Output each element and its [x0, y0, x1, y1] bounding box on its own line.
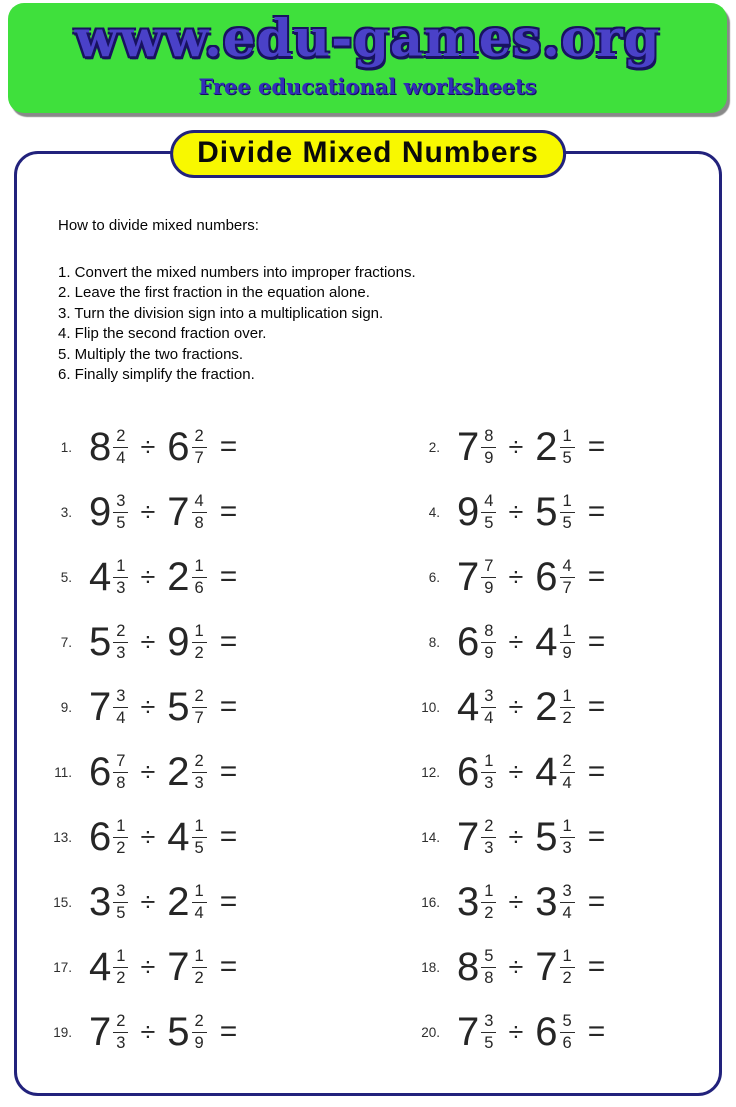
- divide-icon: ÷: [508, 821, 524, 852]
- divisor-fraction: [192, 687, 207, 727]
- divisor-denominator: 9: [194, 1033, 204, 1052]
- problem-expression: [89, 882, 237, 922]
- divisor-fraction: [192, 492, 207, 532]
- divisor-whole: 6: [167, 425, 189, 469]
- divide-icon: ÷: [140, 756, 156, 787]
- divisor-whole: 3: [535, 880, 557, 924]
- problem-expression: [89, 752, 237, 792]
- equals-sign: =: [587, 560, 606, 593]
- divisor-numerator: 2: [560, 752, 575, 772]
- divisor-whole: 2: [167, 750, 189, 794]
- dividend-numerator: 1: [481, 752, 496, 772]
- dividend-numerator: 2: [113, 622, 128, 642]
- equals-sign: =: [219, 430, 238, 463]
- dividend-whole: 4: [89, 555, 111, 599]
- divisor-numerator: 1: [560, 427, 575, 447]
- divisor-whole: 6: [535, 555, 557, 599]
- dividend-denominator: 8: [116, 773, 126, 792]
- dividend-fraction: [113, 752, 128, 792]
- divisor-denominator: 5: [562, 448, 572, 467]
- dividend-fraction: [481, 882, 496, 922]
- problem-expression: [457, 1012, 605, 1052]
- instruction-step: 3. Turn the division sign into a multiplication sign.: [58, 304, 384, 322]
- problem: [38, 610, 406, 675]
- equals-sign: =: [587, 950, 606, 983]
- divisor-denominator: 7: [194, 708, 204, 727]
- problem: [406, 480, 719, 545]
- divisor-fraction: [192, 427, 207, 467]
- instruction-step: 2. Leave the first fraction in the equation alone.: [58, 284, 370, 301]
- dividend-whole: 4: [457, 685, 479, 729]
- dividend-fraction: [481, 1012, 496, 1052]
- divisor-numerator: 1: [560, 492, 575, 512]
- dividend-denominator: 5: [484, 513, 494, 532]
- divisor-denominator: 3: [562, 838, 572, 857]
- divisor-numerator: 2: [192, 427, 207, 447]
- equals-sign: =: [219, 755, 238, 788]
- equals-sign: =: [587, 690, 606, 723]
- problem-number: 16.: [421, 894, 440, 910]
- problem-number: 18.: [421, 959, 440, 975]
- problem: [38, 740, 406, 805]
- problem: [38, 805, 406, 870]
- problem-number: 8.: [428, 634, 440, 650]
- dividend-numerator: 1: [113, 817, 128, 837]
- divide-icon: ÷: [140, 561, 156, 592]
- dividend-numerator: 4: [481, 492, 496, 512]
- divisor-whole: 4: [535, 750, 557, 794]
- divisor-denominator: 2: [562, 708, 572, 727]
- divisor-fraction: [560, 817, 575, 857]
- dividend-denominator: 3: [116, 1033, 126, 1052]
- instruction-step: 4. Flip the second fraction over.: [58, 325, 267, 342]
- divisor-fraction: [560, 947, 575, 987]
- divisor-denominator: 7: [194, 448, 204, 467]
- divisor-numerator: 4: [560, 557, 575, 577]
- dividend-fraction: [113, 882, 128, 922]
- problem: [38, 415, 406, 480]
- divisor-numerator: 1: [192, 622, 207, 642]
- equals-sign: =: [219, 690, 238, 723]
- problem-expression: [89, 687, 237, 727]
- problem-number: 11.: [54, 764, 72, 780]
- equals-sign: =: [587, 1015, 606, 1048]
- divisor-whole: 2: [167, 555, 189, 599]
- problems-grid: [17, 415, 719, 1065]
- dividend-whole: 5: [89, 620, 111, 664]
- divisor-denominator: 9: [562, 643, 572, 662]
- divide-icon: ÷: [140, 1016, 156, 1047]
- problem: [406, 805, 719, 870]
- divisor-whole: 2: [535, 685, 557, 729]
- equals-sign: =: [219, 495, 238, 528]
- divisor-numerator: 1: [192, 947, 207, 967]
- problem-number: 5.: [60, 569, 72, 585]
- problem-number: 15.: [53, 894, 72, 910]
- dividend-whole: 3: [457, 880, 479, 924]
- dividend-whole: 7: [457, 1010, 479, 1054]
- problem: [38, 480, 406, 545]
- dividend-whole: 7: [89, 1010, 111, 1054]
- dividend-numerator: 1: [113, 557, 128, 577]
- divisor-fraction: [192, 947, 207, 987]
- problem: [38, 675, 406, 740]
- problem: [406, 675, 719, 740]
- dividend-numerator: 8: [481, 427, 496, 447]
- divide-icon: ÷: [508, 1016, 524, 1047]
- dividend-numerator: 3: [113, 687, 128, 707]
- dividend-denominator: 8: [484, 968, 494, 987]
- dividend-fraction: [481, 557, 496, 597]
- divide-icon: ÷: [508, 756, 524, 787]
- divisor-numerator: 1: [192, 882, 207, 902]
- instructions-heading: How to divide mixed numbers:: [58, 217, 259, 234]
- divisor-fraction: [560, 557, 575, 597]
- dividend-fraction: [481, 492, 496, 532]
- equals-sign: =: [219, 820, 238, 853]
- dividend-fraction: [481, 817, 496, 857]
- divisor-denominator: 3: [194, 773, 204, 792]
- divisor-denominator: 4: [562, 903, 572, 922]
- dividend-whole: 8: [89, 425, 111, 469]
- divisor-fraction: [192, 1012, 207, 1052]
- dividend-denominator: 3: [116, 643, 126, 662]
- problem-expression: [457, 947, 605, 987]
- divisor-fraction: [560, 492, 575, 532]
- dividend-numerator: 7: [481, 557, 496, 577]
- problem: [406, 935, 719, 1000]
- divisor-whole: 7: [167, 490, 189, 534]
- instruction-step: 1. Convert the mixed numbers into improper fractions.: [58, 263, 416, 281]
- problem-number: 19.: [53, 1024, 72, 1040]
- site-banner: [8, 3, 727, 113]
- divisor-numerator: 1: [192, 557, 207, 577]
- dividend-fraction: [113, 817, 128, 857]
- worksheet-title-badge: [170, 130, 566, 178]
- problem: [38, 935, 406, 1000]
- dividend-fraction: [481, 687, 496, 727]
- divisor-denominator: 4: [562, 773, 572, 792]
- dividend-whole: 6: [89, 815, 111, 859]
- dividend-denominator: 4: [484, 708, 494, 727]
- divisor-numerator: 1: [192, 817, 207, 837]
- divisor-denominator: 7: [562, 578, 572, 597]
- problem: [38, 1000, 406, 1065]
- divide-icon: ÷: [140, 626, 156, 657]
- dividend-denominator: 5: [484, 1033, 494, 1052]
- divisor-fraction: [560, 882, 575, 922]
- problem: [406, 870, 719, 935]
- equals-sign: =: [219, 560, 238, 593]
- dividend-fraction: [113, 1012, 128, 1052]
- problem-number: 9.: [60, 699, 72, 715]
- dividend-whole: 7: [457, 425, 479, 469]
- dividend-fraction: [481, 622, 496, 662]
- divide-icon: ÷: [140, 821, 156, 852]
- problem-number: 17.: [53, 959, 72, 975]
- divisor-whole: 4: [167, 815, 189, 859]
- divisor-fraction: [560, 1012, 575, 1052]
- equals-sign: =: [219, 885, 238, 918]
- dividend-numerator: 1: [481, 882, 496, 902]
- divisor-fraction: [192, 817, 207, 857]
- divide-icon: ÷: [508, 951, 524, 982]
- dividend-numerator: 3: [113, 492, 128, 512]
- divide-icon: ÷: [508, 561, 524, 592]
- problem-expression: [457, 492, 605, 532]
- divisor-numerator: 1: [560, 622, 575, 642]
- problem-number: 2.: [428, 439, 440, 455]
- dividend-whole: 7: [457, 555, 479, 599]
- problem-expression: [89, 492, 237, 532]
- divisor-whole: 5: [167, 685, 189, 729]
- site-title: www.edu-games.org: [74, 9, 661, 69]
- dividend-fraction: [113, 492, 128, 532]
- problem-expression: [89, 622, 237, 662]
- divisor-fraction: [192, 752, 207, 792]
- dividend-whole: 6: [457, 620, 479, 664]
- problem-expression: [89, 557, 237, 597]
- problem-expression: [89, 1012, 237, 1052]
- dividend-numerator: 3: [481, 687, 496, 707]
- problem-expression: [457, 752, 605, 792]
- divisor-fraction: [192, 622, 207, 662]
- divisor-fraction: [192, 882, 207, 922]
- equals-sign: =: [587, 625, 606, 658]
- equals-sign: =: [219, 625, 238, 658]
- problem: [406, 545, 719, 610]
- divisor-denominator: 2: [194, 643, 204, 662]
- divide-icon: ÷: [140, 951, 156, 982]
- dividend-fraction: [481, 427, 496, 467]
- divisor-denominator: 8: [194, 513, 204, 532]
- equals-sign: =: [587, 755, 606, 788]
- dividend-denominator: 3: [116, 578, 126, 597]
- divisor-denominator: 6: [562, 1033, 572, 1052]
- dividend-fraction: [113, 427, 128, 467]
- dividend-fraction: [481, 752, 496, 792]
- divisor-fraction: [560, 622, 575, 662]
- divisor-denominator: 5: [562, 513, 572, 532]
- divisor-whole: 2: [167, 880, 189, 924]
- divisor-denominator: 4: [194, 903, 204, 922]
- divisor-whole: 5: [535, 490, 557, 534]
- dividend-numerator: 2: [481, 817, 496, 837]
- divide-icon: ÷: [508, 496, 524, 527]
- dividend-denominator: 9: [484, 578, 494, 597]
- dividend-whole: 4: [89, 945, 111, 989]
- divisor-numerator: 2: [192, 752, 207, 772]
- divisor-whole: 4: [535, 620, 557, 664]
- worksheet-box: [14, 136, 722, 1096]
- dividend-numerator: 3: [113, 882, 128, 902]
- problem-expression: [89, 947, 237, 987]
- dividend-denominator: 3: [484, 773, 494, 792]
- problem-number: 10.: [421, 699, 440, 715]
- dividend-denominator: 2: [116, 968, 126, 987]
- divisor-whole: 5: [167, 1010, 189, 1054]
- dividend-fraction: [113, 622, 128, 662]
- problem: [38, 870, 406, 935]
- equals-sign: =: [219, 1015, 238, 1048]
- dividend-fraction: [481, 947, 496, 987]
- divisor-numerator: 3: [560, 882, 575, 902]
- divide-icon: ÷: [140, 496, 156, 527]
- divisor-fraction: [560, 427, 575, 467]
- dividend-denominator: 4: [116, 708, 126, 727]
- dividend-denominator: 4: [116, 448, 126, 467]
- divide-icon: ÷: [140, 691, 156, 722]
- dividend-denominator: 2: [484, 903, 494, 922]
- divide-icon: ÷: [508, 626, 524, 657]
- problem-expression: [457, 622, 605, 662]
- divisor-fraction: [560, 752, 575, 792]
- dividend-whole: 7: [457, 815, 479, 859]
- divisor-whole: 7: [535, 945, 557, 989]
- problem-number: 1.: [60, 439, 72, 455]
- problem-expression: [457, 687, 605, 727]
- dividend-fraction: [113, 557, 128, 597]
- dividend-denominator: 3: [484, 838, 494, 857]
- problem-expression: [457, 427, 605, 467]
- divisor-numerator: 4: [192, 492, 207, 512]
- divisor-numerator: 1: [560, 817, 575, 837]
- divide-icon: ÷: [140, 886, 156, 917]
- divide-icon: ÷: [508, 886, 524, 917]
- problem-number: 12.: [421, 764, 440, 780]
- dividend-whole: 9: [457, 490, 479, 534]
- divide-icon: ÷: [508, 431, 524, 462]
- divisor-whole: 5: [535, 815, 557, 859]
- divisor-numerator: 5: [560, 1012, 575, 1032]
- divisor-denominator: 6: [194, 578, 204, 597]
- divide-icon: ÷: [140, 431, 156, 462]
- instruction-step: 6. Finally simplify the fraction.: [58, 366, 255, 383]
- equals-sign: =: [587, 495, 606, 528]
- dividend-numerator: 2: [113, 427, 128, 447]
- dividend-whole: 6: [89, 750, 111, 794]
- problem-number: 14.: [421, 829, 440, 845]
- dividend-numerator: 1: [113, 947, 128, 967]
- dividend-denominator: 2: [116, 838, 126, 857]
- dividend-numerator: 7: [113, 752, 128, 772]
- equals-sign: =: [219, 950, 238, 983]
- problem: [406, 610, 719, 675]
- divisor-numerator: 1: [560, 687, 575, 707]
- site-tagline: Free educational worksheets: [198, 74, 537, 100]
- dividend-numerator: 3: [481, 1012, 496, 1032]
- equals-sign: =: [587, 820, 606, 853]
- problem-number: 13.: [53, 829, 72, 845]
- divisor-numerator: 2: [192, 1012, 207, 1032]
- equals-sign: =: [587, 885, 606, 918]
- divisor-whole: 9: [167, 620, 189, 664]
- dividend-denominator: 9: [484, 448, 494, 467]
- dividend-whole: 9: [89, 490, 111, 534]
- dividend-whole: 7: [89, 685, 111, 729]
- problem-expression: [457, 817, 605, 857]
- problem-expression: [457, 882, 605, 922]
- dividend-fraction: [113, 947, 128, 987]
- problem-number: 3.: [60, 504, 72, 520]
- divisor-numerator: 1: [560, 947, 575, 967]
- problem-number: 4.: [428, 504, 440, 520]
- dividend-denominator: 5: [116, 513, 126, 532]
- dividend-denominator: 9: [484, 643, 494, 662]
- dividend-denominator: 5: [116, 903, 126, 922]
- divisor-fraction: [560, 687, 575, 727]
- divisor-denominator: 2: [194, 968, 204, 987]
- dividend-whole: 6: [457, 750, 479, 794]
- divide-icon: ÷: [508, 691, 524, 722]
- dividend-numerator: 5: [481, 947, 496, 967]
- divisor-fraction: [192, 557, 207, 597]
- problem: [38, 545, 406, 610]
- dividend-numerator: 8: [481, 622, 496, 642]
- dividend-numerator: 2: [113, 1012, 128, 1032]
- divisor-numerator: 2: [192, 687, 207, 707]
- problem-number: 20.: [421, 1024, 440, 1040]
- dividend-whole: 8: [457, 945, 479, 989]
- divisor-denominator: 5: [194, 838, 204, 857]
- problem-expression: [457, 557, 605, 597]
- divisor-denominator: 2: [562, 968, 572, 987]
- problem: [406, 415, 719, 480]
- dividend-whole: 3: [89, 880, 111, 924]
- dividend-fraction: [113, 687, 128, 727]
- worksheet-title: Divide Mixed Numbers: [197, 136, 539, 169]
- divisor-whole: 2: [535, 425, 557, 469]
- problem: [406, 1000, 719, 1065]
- problem-number: 7.: [60, 634, 72, 650]
- problem-expression: [89, 427, 237, 467]
- problem-number: 6.: [428, 569, 440, 585]
- problem: [406, 740, 719, 805]
- instructions: [58, 216, 719, 386]
- problem-expression: [89, 817, 237, 857]
- divisor-whole: 7: [167, 945, 189, 989]
- equals-sign: =: [587, 430, 606, 463]
- divisor-whole: 6: [535, 1010, 557, 1054]
- instruction-step: 5. Multiply the two fractions.: [58, 345, 244, 363]
